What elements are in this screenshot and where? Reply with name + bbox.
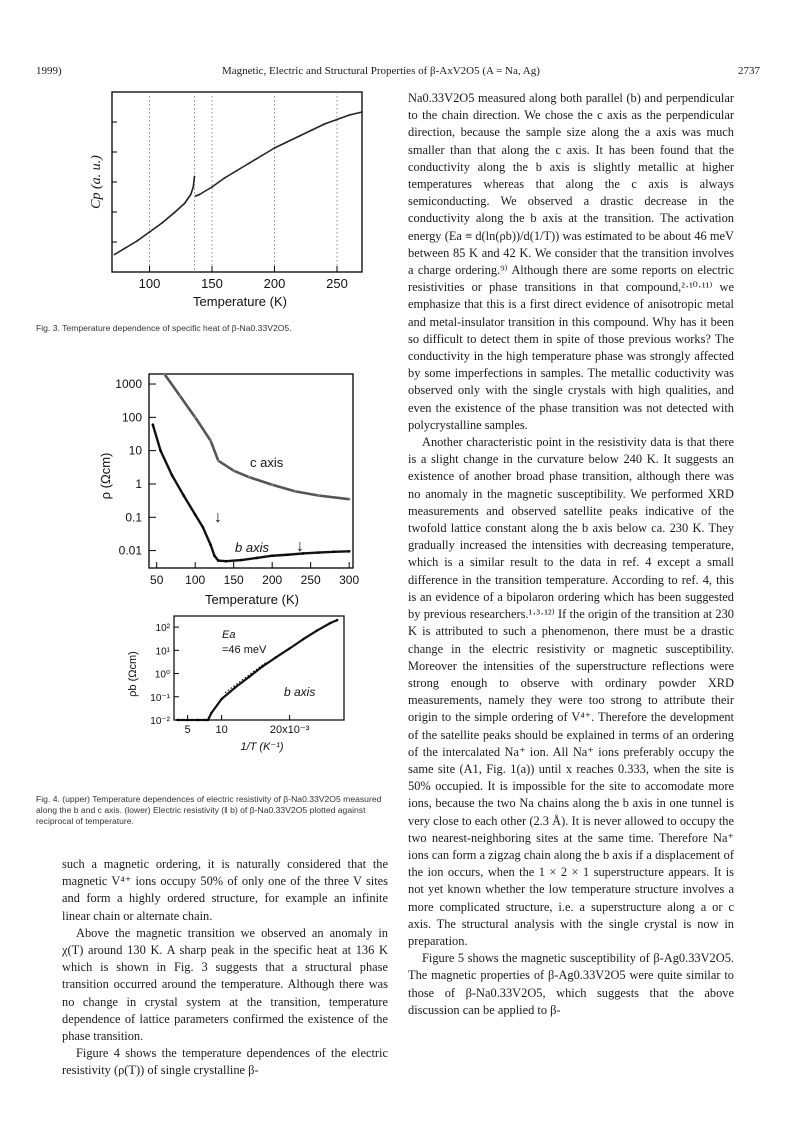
fig3-curve-segment [162, 213, 175, 224]
fig4u-data-point [217, 459, 220, 462]
fig4u-xtick-label: 50 [150, 573, 164, 587]
fig4u-series-c-segment [272, 485, 295, 492]
fig4u-data-point [152, 423, 155, 426]
fig3-data-point [194, 176, 196, 178]
fig4l-ea-fit-line [225, 662, 266, 692]
fig4l-ylabel: ρb (Ωcm) [127, 651, 139, 697]
fig3-curve-segment [225, 171, 238, 179]
fig4l-data-point [203, 719, 205, 721]
fig3-xtick-label: 200 [263, 276, 286, 291]
fig3-data-point [274, 147, 276, 149]
fig4u-series-b-segment [184, 496, 196, 515]
fig4u-series-b-segment [241, 558, 256, 560]
fig4l-ytick-label: 10⁰ [154, 669, 170, 681]
fig4-lower-arrhenius-chart [122, 608, 352, 786]
fig3-curve-segment [287, 136, 300, 142]
fig4u-data-point [348, 498, 351, 501]
fig3-curve-segment [325, 120, 338, 125]
fig4l-series-segment [276, 648, 290, 657]
fig4u-data-point [317, 551, 320, 554]
fig3-data-point [114, 254, 116, 256]
fig4l-xtick-label: 5 [184, 724, 191, 736]
fig4u-ytick-label: 1 [135, 476, 142, 491]
fig4u-ytick-label: 10 [128, 443, 142, 458]
fig4l-series-segment [249, 667, 263, 678]
fig3-data-point [199, 194, 201, 196]
fig3-curve-segment [115, 249, 125, 255]
fig4u-series-b-segment [272, 555, 287, 556]
fig4l-data-point [316, 629, 318, 631]
fig4u-ytick-label: 0.01 [118, 543, 142, 558]
fig4u-xtick-label: 250 [300, 573, 321, 587]
fig3-data-point [124, 248, 126, 250]
fig3-data-point [195, 195, 197, 197]
fig4l-data-point [207, 719, 209, 721]
fig4u-series-b-segment [257, 556, 272, 558]
running-title: Magnetic, Electric and Structural Properties of β-AxV2O5 (A = Na, Ag) [222, 65, 540, 77]
fig3-specific-heat-chart [80, 82, 370, 310]
fig4l-series-segment [262, 657, 276, 666]
fig3-curve-segment [250, 156, 263, 164]
paragraph: Above the magnetic transition we observed an anomaly in χ(T) around 130 K. A sharp peak in the specific heat at 136 K which is shown in Fig. 3 suggests that a structural phase transition occurred around the temperature. Although there was no change in crystal system at the transition, temperature dependence of lattice parameters confirmed the existence of the phase transition. [62, 925, 388, 1044]
fig4l-data-point [186, 719, 188, 721]
fig4u-series-b-segment [161, 451, 173, 476]
fig4u-data-point [332, 550, 335, 553]
fig3-data-point [161, 222, 163, 224]
fig4u-xtick-label: 100 [185, 573, 206, 587]
fig4l-data-point [261, 665, 263, 667]
fig3-data-point [136, 240, 138, 242]
fig3-caption-label: Fig. 3. [36, 323, 60, 333]
fig4l-data-point [197, 719, 199, 721]
fig4u-data-point [317, 494, 320, 497]
paragraph: Another characteristic point in the resistivity data is that there is a slight change in the curvature below 240 K. It suggests an existence of another broad phase transition, although there was no anomaly in the magnetic susceptibility. We performed XRD measurements and observed satellite peaks indicative of the twofold lattice constant along the b axis below ca. 230 K. They gradually increased the intensities with decreasing temperature, which is a similar result to the data in ref. 4 except a small difference in the transition temperature. According to ref. 4, this is an evidence of a bipolaron ordering which has been suggested by previous researchers.¹·³·¹²⁾ If the origin of the transition at 230 K is attributed to such a phenomenon, there must be a drastic change in the electric resistivity or magnetic susceptibility. Moreover the intensities of the superstructure reflections were strong enough to observe with ordinary powder XRD measurements, namely they were too strong to attribute their origin to the simple ordering of V⁴⁺. Therefore the development of the satellite peaks should be explained in terms of an ordering of the intercalated Na⁺ ion. All Na⁺ ions preferably occupy the same site (A1, Fig. 1(a)) until x reaches 0.333, when the site is 50% occupied. It is impossible for the site to accomodate more ions, because the two Na chains along the b axis in one tunnel is very close to each other (2.3 Å). It is never allowed to occupy the two nearest-neighboring sites at the same time. Therefore Na⁺ ions can form a zigzag chain along the b axis if a displacement of the ion occurs, when the 1 × 2 × 1 superstructure appears. It is not yet known whether the low temperature structure involves a more complicated structure, i.e. a superstructure along a or c axis. The structural analysis with the single crystal is now in preparation. [408, 435, 734, 948]
fig4l-data-point [220, 698, 222, 700]
fig4u-series-c-segment [211, 441, 219, 461]
paragraph: Figure 5 shows the magnetic susceptibility of β-Ag0.33V2O5. The magnetic properties of β-Ag0.33V2O5 were quite similar to those of β-Na0.33V2O5, which suggests that the above discussion can be applied to β- [408, 951, 734, 1017]
fig4l-series-segment [211, 699, 221, 713]
fig3-xtick-label: 150 [201, 276, 223, 291]
fig3-xtick-label: 250 [326, 276, 348, 291]
fig4-caption-label: Fig. 4. [36, 794, 60, 804]
fig4u-xtick-label: 200 [262, 573, 283, 587]
fig4u-series-c-segment [180, 396, 195, 418]
fig3-xtick-label: 100 [138, 276, 161, 291]
fig4l-series-segment [303, 631, 317, 640]
fig3-data-point [249, 162, 251, 164]
fig4l-series-segment [290, 639, 304, 648]
fig4l-ea-value: =46 meV [222, 644, 267, 656]
fig4u-data-point [225, 560, 228, 563]
fig4u-ytick-label: 100 [121, 410, 142, 425]
fig3-curve-segment [312, 124, 325, 130]
fig3-data-point [184, 203, 186, 205]
fig4u-data-point [294, 490, 297, 493]
fig4u-series-c-segment [164, 374, 179, 396]
fig4u-data-point [286, 553, 289, 556]
fig4u-data-point [271, 483, 274, 486]
fig4u-series-b-segment [226, 560, 241, 561]
fig4u-data-point [240, 559, 243, 562]
fig3-curve-segment [125, 241, 138, 249]
fig3-curve-segment [185, 195, 191, 204]
fig4u-arrow-transition: ↓ [214, 509, 222, 526]
fig3-data-point [361, 111, 363, 113]
fig4u-ylabel: ρ (Ωcm) [98, 452, 113, 500]
fig4l-data-point [248, 676, 250, 678]
fig4l-b-axis-label: b axis [284, 685, 316, 699]
fig3-curve-segment [175, 204, 185, 213]
fig3-data-point [224, 177, 226, 179]
fig3-data-point [190, 194, 192, 196]
fig4u-data-point [209, 439, 212, 442]
fig3-data-point [299, 135, 301, 137]
fig4u-series-c-segment [218, 461, 233, 471]
fig4l-data-point [302, 638, 304, 640]
fig4u-xlabel: Temperature (K) [205, 592, 299, 607]
fig4l-xtick-label: 20x10⁻³ [269, 724, 310, 736]
fig3-curve-segment [237, 163, 250, 171]
fig4l-ytick-label: 10⁻¹ [150, 692, 170, 704]
fig4u-arrow-240k: ↓ [296, 538, 304, 555]
fig4l-ytick-label: 10¹ [155, 646, 170, 658]
fig4u-frame [149, 374, 353, 568]
fig4u-data-point [194, 416, 197, 419]
fig4u-ytick-label: 0.1 [125, 510, 142, 525]
right-column-text [408, 90, 734, 1019]
fig4u-data-point [248, 476, 251, 479]
fig4u-series-b-segment [195, 515, 203, 528]
fig3-curve-segment [150, 223, 163, 232]
fig4u-data-point [182, 494, 185, 497]
fig3-data-point [174, 212, 176, 214]
fig3-data-point [236, 170, 238, 172]
fig4u-series-c-segment [234, 471, 249, 477]
fig4l-data-point [234, 686, 236, 688]
fig4-caption [36, 794, 394, 827]
fig4u-data-point [163, 373, 166, 376]
fig3-curve-segment [275, 142, 288, 148]
fig3-curve-segment [350, 112, 363, 115]
fig4u-series-c-segment [195, 417, 210, 440]
fig4u-series-b-segment [153, 425, 161, 451]
paragraph: Figure 4 shows the temperature dependences of the electric resistivity (ρ(T)) of single crystalline β- [62, 1046, 388, 1078]
fig4l-data-point [288, 647, 290, 649]
left-column-text [62, 856, 388, 1080]
fig4l-xtick-label: 10 [215, 724, 228, 736]
fig4l-data-point [329, 622, 331, 624]
fig4u-data-point [232, 469, 235, 472]
fig3-curve-segment [137, 232, 150, 241]
fig3-data-point [286, 141, 288, 143]
fig4u-xtick-label: 150 [223, 573, 244, 587]
fig4l-data-point [336, 619, 338, 621]
fig4u-data-point [159, 449, 162, 452]
fig4l-data-point [275, 656, 277, 658]
fig3-data-point [311, 129, 313, 131]
fig4l-data-point [210, 712, 212, 714]
paragraph: such a magnetic ordering, it is naturally considered that the magnetic V⁴⁺ ions occupy 50% of only one of the three V sites and form a highly ordered structure, for example an infinite linear chain or alternate chain. [62, 857, 388, 923]
fig4l-series-segment [235, 677, 249, 687]
page-number: 2737 [738, 65, 760, 77]
fig3-curve-segment [200, 187, 213, 195]
fig4l-data-point [176, 719, 178, 721]
fig4l-ea-label: Ea [222, 629, 236, 641]
fig4l-xlabel: 1/T (K⁻¹) [240, 741, 284, 753]
fig4u-series-b-segment [172, 475, 184, 495]
fig3-curve-segment [191, 187, 194, 195]
fig3-data-point [336, 119, 338, 121]
fig4u-data-point [255, 557, 258, 560]
fig3-data-point [192, 186, 194, 188]
fig3-xlabel: Temperature (K) [193, 294, 287, 309]
header-year: 1999) [36, 65, 62, 77]
fig4u-data-point [271, 554, 274, 557]
fig4u-data-point [348, 550, 351, 553]
fig4-upper-resistivity-chart [80, 366, 380, 614]
fig3-data-point [211, 186, 213, 188]
fig4u-data-point [217, 559, 220, 562]
fig4u-data-point [171, 474, 174, 477]
fig4l-ytick-label: 10² [155, 623, 170, 635]
fig3-caption [36, 323, 396, 334]
fig4u-series-c-segment [318, 496, 349, 500]
fig4-caption-text: (upper) Temperature dependences of electric resistivity of β-Na0.33V2O5 measured along the b and c axis. (lower) Electric resistivity (‖ b) of β-Na0.33V2O5 plotted against reciprocal of temperature. [36, 794, 382, 826]
fig4u-series-b-segment [303, 553, 318, 554]
paragraph: Na0.33V2O5 measured along both parallel (b) and perpendicular to the chain direction. We chose the c axis as the perpendicular direction, because the sample size along the a axis was much smaller than that along the c axis. It has been found that the conductivity along the b axis is slightly metallic at higher temperatures whereas that along the c axis is always semiconducting. We observed a drastic decrease in the conductivity along the b axis at the transition. The activation energy (Ea ≡ d(ln(ρb))/d(1/T)) was estimated to be about 46 meV between 85 K and 42 K. We consider that the transition involves a charge ordering.⁹⁾ Although there are some reports on electric resistivities or phase transitions in that compound,²·¹⁰·¹¹⁾ we emphasize that this is a first direct evidence of anisotropic metal and metal-insulator transition in this compound. Why has it been so difficult to detect them in spite of those previous works? The conductivity in the high temperature phase was strongly affected by some imperfections in samples. The metallic coductivity was observed only with the single crystals with high qualities, and even the existence of the phase transition was not detected with polycrystalline samples. [408, 91, 734, 432]
fig4u-series-b-segment [318, 552, 333, 553]
fig3-ylabel: Cp (a. u.) [89, 155, 104, 209]
fig4u-data-point [202, 526, 205, 529]
fig3-data-point [149, 231, 151, 233]
fig4l-series-segment [317, 623, 331, 631]
fig4u-c-axis-label: c axis [250, 455, 284, 470]
fig4u-series-c-segment [295, 491, 318, 495]
fig3-curve-segment [212, 178, 225, 187]
fig4u-xtick-label: 300 [339, 573, 360, 587]
fig4u-data-point [178, 394, 181, 397]
fig4l-series-segment [222, 688, 236, 699]
fig4u-b-axis-label: b axis [235, 540, 269, 555]
fig3-caption-text: Temperature dependence of specific heat of β-Na0.33V2O5. [62, 323, 292, 333]
fig4l-ytick-label: 10⁻² [150, 716, 170, 727]
fig3-curve-segment [300, 130, 313, 136]
fig3-data-point [349, 114, 351, 116]
fig4u-data-point [213, 554, 216, 557]
fig3-data-point [324, 123, 326, 125]
fig4u-series-c-segment [249, 477, 272, 485]
fig4u-ytick-label: 1000 [115, 377, 142, 392]
fig3-curve-segment [337, 115, 350, 120]
fig4u-data-point [209, 543, 212, 546]
fig4u-series-b-segment [211, 545, 215, 556]
fig4u-data-point [194, 513, 197, 516]
fig3-curve-segment [262, 148, 275, 156]
fig4u-series-b-segment [203, 527, 211, 544]
fig3-data-point [261, 155, 263, 157]
